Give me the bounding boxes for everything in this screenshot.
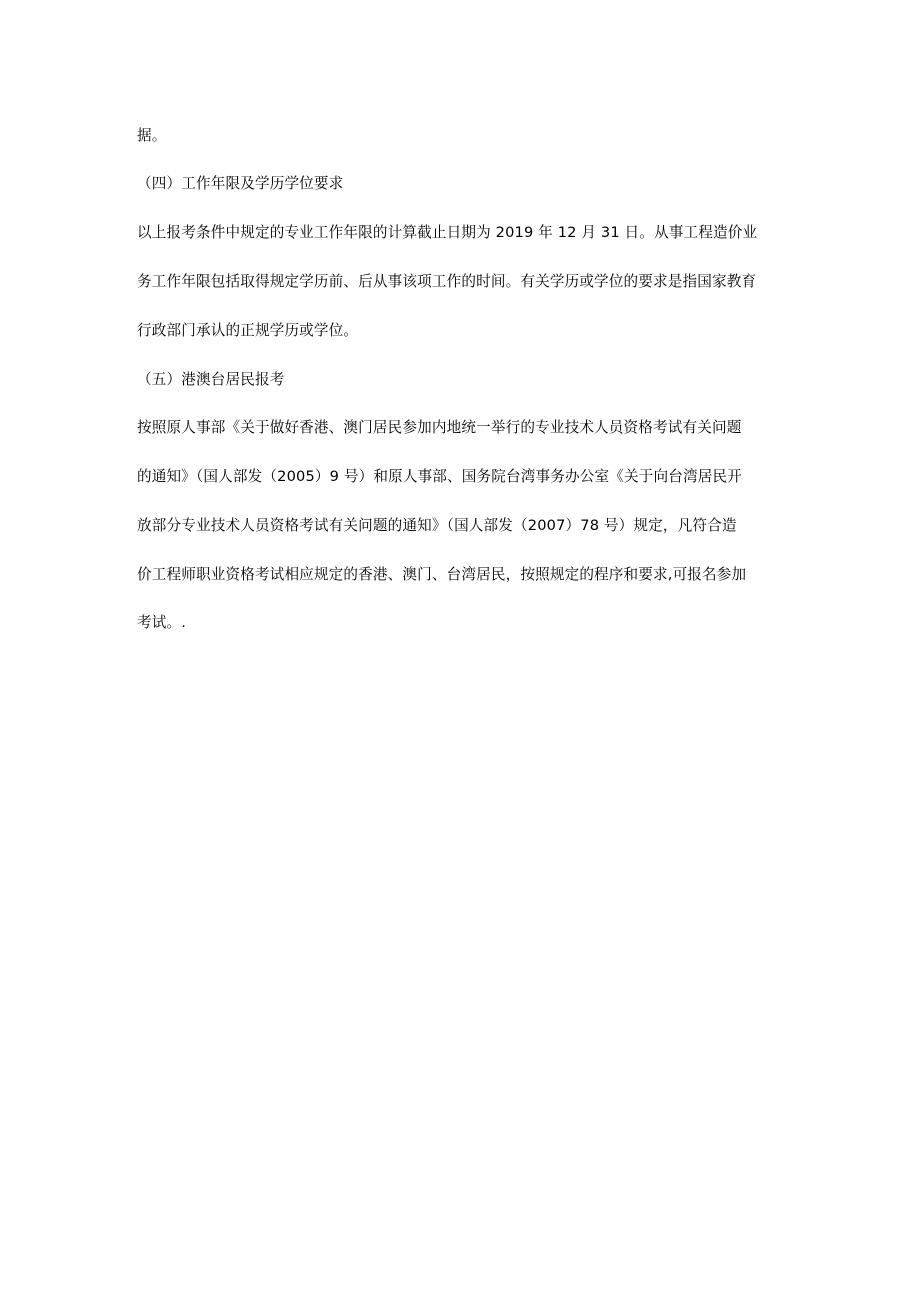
paragraph-line: 考试。. — [137, 614, 187, 631]
paragraph-line: 放部分专业技术人员资格考试有关问题的通知》（国人部发（2007）78 号）规定，凡符合造 — [137, 517, 737, 534]
paragraph-line: 行政部门承认的正规学历或学位。 — [137, 322, 359, 339]
paragraph-line: 价工程师职业资格考试相应规定的香港、澳门、台湾居民，按照规定的程序和要求,可报名参加 — [137, 566, 747, 583]
paragraph-line: 务工作年限包括取得规定学历前、后从事该项工作的时间。有关学历或学位的要求是指国家教育 — [137, 273, 757, 290]
paragraph-line: 按照原人事部《关于做好香港、澳门居民参加内地统一举行的专业技术人员资格考试有关问题 — [137, 419, 742, 436]
section-heading-hk-macao-taiwan: （五）港澳台居民报考 — [137, 371, 285, 388]
paragraph-line: 以上报考条件中规定的专业工作年限的计算截止日期为 2019 年 12 月 31 日。从事工程造价业 — [137, 224, 758, 241]
paragraph-line: 的通知》（国人部发（2005）9 号）和原人事部、国务院台湾事务办公室《关于向台湾居民开 — [137, 468, 742, 485]
section-heading-work-years: （四）工作年限及学历学位要求 — [137, 175, 344, 192]
paragraph-continuation-line: 据。 — [137, 127, 167, 144]
